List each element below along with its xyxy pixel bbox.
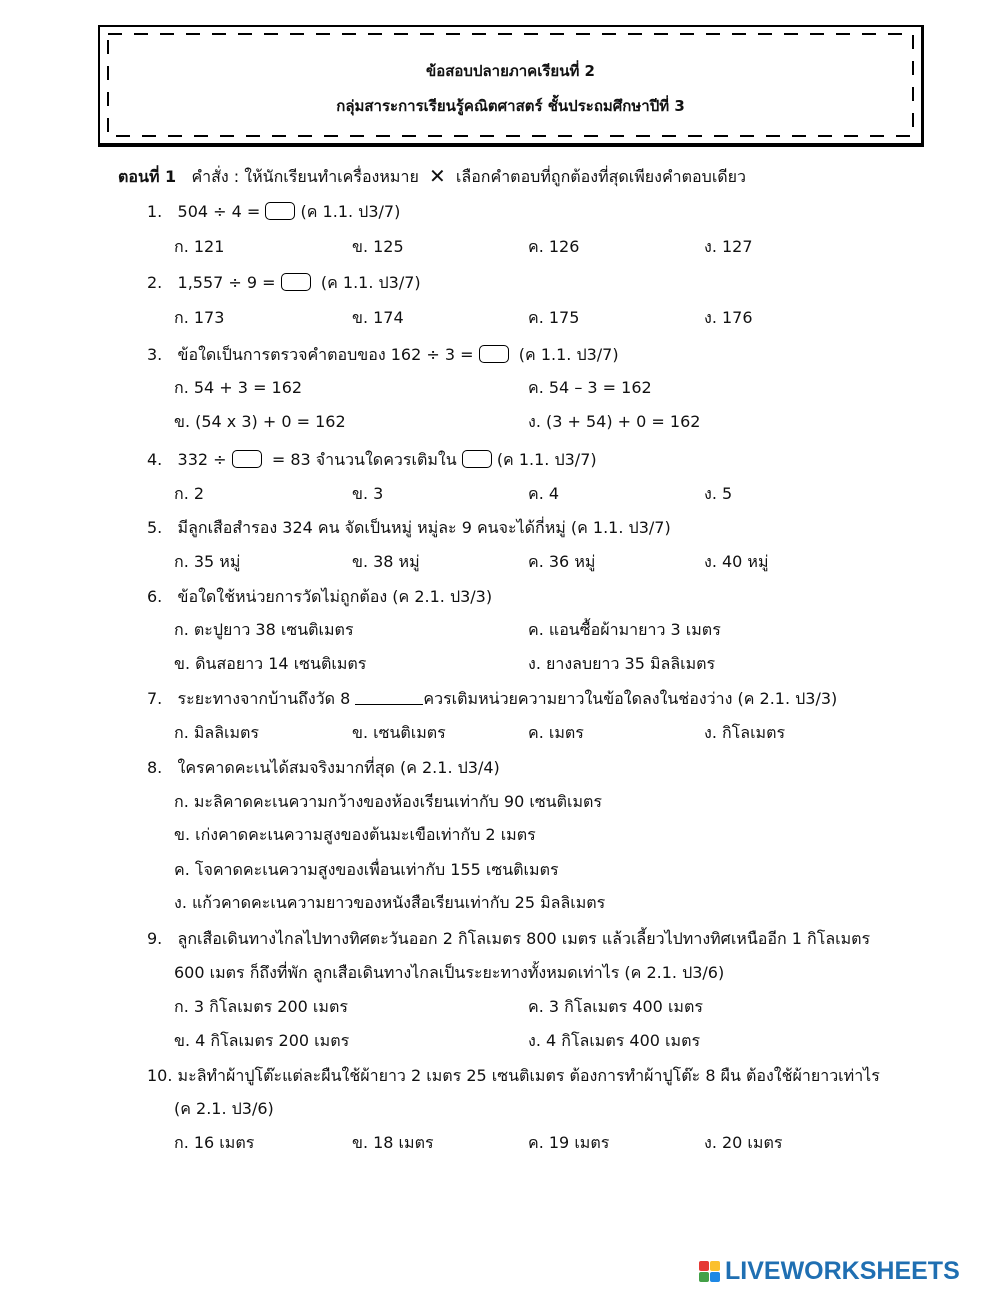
- choice[interactable]: ข. เซนติเมตร: [352, 723, 446, 742]
- question-text-cont: 600 เมตร ก็ถึงที่พัก ลูกเสือเดินทางไกลเป็นระยะทางทั้งหมดเท่าไร (ค 2.1. ป3/6): [174, 963, 725, 982]
- question-text: ข้อใดใช้หน่วยการวัดไม่ถูกต้อง (ค 2.1. ป3/3): [177, 587, 493, 606]
- question-text: 332 ÷: [177, 450, 227, 469]
- choice[interactable]: ง. แก้วคาดคะเนความยาวของหนังสือเรียนเท่ากับ 25 มิลลิเมตร: [174, 893, 606, 912]
- choice[interactable]: ก. 121: [174, 237, 225, 256]
- choice[interactable]: ข. 3: [352, 484, 384, 503]
- question-text: 504 ÷ 4 =: [177, 202, 261, 221]
- exam-title: ข้อสอบปลายภาคเรียนที่ 2: [426, 62, 595, 80]
- question-number: 2.: [147, 273, 163, 292]
- instruction-pre: คำสั่ง : ให้นักเรียนทำเครื่องหมาย: [191, 167, 419, 186]
- question-2: [147, 273, 421, 293]
- question-text: ข้อใดเป็นการตรวจคำตอบของ 162 ÷ 3 =: [177, 345, 474, 364]
- question-text: = 83 จำนวนใดควรเติมใน: [271, 450, 457, 469]
- question-text: ระยะทางจากบ้านถึงวัด 8: [177, 689, 351, 708]
- logo-square: [710, 1261, 720, 1271]
- choice[interactable]: ก. 2: [174, 484, 205, 503]
- choice[interactable]: ง. 40 หมู่: [704, 552, 769, 571]
- choice[interactable]: ก. ตะปูยาว 38 เซนติเมตร: [174, 620, 354, 639]
- question-number: 5.: [147, 518, 163, 537]
- choice[interactable]: ง. 127: [704, 237, 753, 256]
- choice[interactable]: ข. 125: [352, 237, 404, 256]
- choice[interactable]: ก. 54 + 3 = 162: [174, 378, 303, 397]
- question-1: [147, 202, 400, 222]
- choice[interactable]: ค. เมตร: [528, 723, 584, 742]
- question-number: 6.: [147, 587, 163, 606]
- choice[interactable]: ค. 54 – 3 = 162: [528, 378, 652, 397]
- answer-box[interactable]: [462, 450, 492, 468]
- choice[interactable]: ค. โจคาดคะเนความสูงของเพื่อนเท่ากับ 155 เซนติเมตร: [174, 860, 559, 879]
- answer-box[interactable]: [232, 450, 262, 468]
- indicator-code: (ค 1.1. ป3/7): [496, 450, 597, 469]
- choice[interactable]: ค. 175: [528, 308, 580, 327]
- choice[interactable]: ข. 18 เมตร: [352, 1133, 434, 1152]
- question-7: [147, 689, 837, 709]
- logo-square: [710, 1272, 720, 1282]
- question-6: [147, 587, 492, 607]
- question-4: [147, 450, 597, 470]
- choice[interactable]: ค. 36 หมู่: [528, 552, 596, 571]
- answer-box[interactable]: [479, 345, 509, 363]
- instruction: [118, 166, 746, 187]
- choice[interactable]: ค. แอนซื้อผ้ามายาว 3 เมตร: [528, 620, 721, 639]
- question-number: 9.: [147, 929, 163, 948]
- question-9: [147, 929, 870, 949]
- choice[interactable]: ก. 173: [174, 308, 225, 327]
- choice[interactable]: ง. 5: [704, 484, 733, 503]
- choice[interactable]: ก. มิลลิเมตร: [174, 723, 260, 742]
- choice[interactable]: ง. ยางลบยาว 35 มิลลิเมตร: [528, 654, 716, 673]
- choice[interactable]: ข. เก่งคาดคะเนความสูงของต้นมะเขือเท่ากับ 2 เมตร: [174, 825, 536, 844]
- choice[interactable]: ก. 16 เมตร: [174, 1133, 255, 1152]
- choice[interactable]: ข. 38 หมู่: [352, 552, 420, 571]
- dashed-border: [100, 27, 922, 144]
- question-number: 4.: [147, 450, 163, 469]
- cross-mark-icon: ✕: [428, 164, 446, 188]
- instruction-post: เลือกคำตอบที่ถูกต้องที่สุดเพียงคำตอบเดียว: [455, 167, 747, 186]
- question-text: ควรเติมหน่วยความยาวในข้อใดลงในช่องว่าง (ค 2.1. ป3/3): [423, 689, 838, 708]
- indicator-code: (ค 1.1. ป3/7): [320, 273, 421, 292]
- question-text: 1,557 ÷ 9 =: [177, 273, 276, 292]
- choice[interactable]: ข. 174: [352, 308, 404, 327]
- choice[interactable]: ค. 126: [528, 237, 580, 256]
- indicator-code: (ค 2.1. ป3/6): [174, 1099, 274, 1118]
- question-text: ลูกเสือเดินทางไกลไปทางทิศตะวันออก 2 กิโลเมตร 800 เมตร แล้วเลี้ยวไปทางทิศเหนืออีก 1 กิโลเมตร: [177, 929, 871, 948]
- question-10: [147, 1066, 880, 1086]
- indicator-code: (ค 1.1. ป3/7): [300, 202, 401, 221]
- logo-square: [699, 1261, 709, 1271]
- choice[interactable]: ก. มะลิคาดคะเนความกว้างของห้องเรียนเท่ากับ 90 เซนติเมตร: [174, 792, 603, 811]
- choice[interactable]: ก. 35 หมู่: [174, 552, 241, 571]
- question-text: ใครคาดคะเนได้สมจริงมากที่สุด (ค 2.1. ป3/4): [177, 758, 500, 777]
- answer-box[interactable]: [281, 273, 311, 291]
- answer-box[interactable]: [265, 202, 295, 220]
- choice[interactable]: ง. กิโลเมตร: [704, 723, 786, 742]
- question-number: 3.: [147, 345, 163, 364]
- choice[interactable]: ข. 4 กิโลเมตร 200 เมตร: [174, 1031, 350, 1050]
- choice[interactable]: ง. 4 กิโลเมตร 400 เมตร: [528, 1031, 701, 1050]
- fill-blank[interactable]: [355, 690, 423, 705]
- choice[interactable]: ค. 19 เมตร: [528, 1133, 610, 1152]
- question-number: 1.: [147, 202, 163, 221]
- logo-text: LIVEWORKSHEETS: [725, 1257, 960, 1285]
- question-3: [147, 345, 619, 365]
- choice[interactable]: ง. 176: [704, 308, 753, 327]
- choice[interactable]: ก. 3 กิโลเมตร 200 เมตร: [174, 997, 348, 1016]
- question-5: [147, 518, 671, 538]
- question-number: 7.: [147, 689, 163, 708]
- logo-icon: [699, 1261, 721, 1283]
- question-number: 10.: [147, 1066, 173, 1085]
- exam-subtitle: กลุ่มสาระการเรียนรู้คณิตศาสตร์ ชั้นประถมศึกษาปีที่ 3: [336, 97, 685, 115]
- header-box: [98, 25, 924, 147]
- question-text: มะลิทำผ้าปูโต๊ะแต่ละผืนใช้ผ้ายาว 2 เมตร 25 เซนติเมตร ต้องการทำผ้าปูโต๊ะ 8 ผืน ต้องใช้ผ้ายาวเท่าไร: [177, 1066, 880, 1085]
- logo-square: [699, 1272, 709, 1282]
- choice[interactable]: ค. 3 กิโลเมตร 400 เมตร: [528, 997, 703, 1016]
- choice[interactable]: ค. 4: [528, 484, 560, 503]
- part-label: ตอนที่ 1: [118, 167, 177, 186]
- question-text: มีลูกเสือสำรอง 324 คน จัดเป็นหมู่ หมู่ละ 9 คนจะได้กี่หมู่ (ค 1.1. ป3/7): [177, 518, 671, 537]
- indicator-code: (ค 1.1. ป3/7): [518, 345, 619, 364]
- choice[interactable]: ข. (54 x 3) + 0 = 162: [174, 412, 346, 431]
- choice[interactable]: ง. 20 เมตร: [704, 1133, 783, 1152]
- question-8: [147, 758, 500, 778]
- question-number: 8.: [147, 758, 163, 777]
- choice[interactable]: ข. ดินสอยาว 14 เซนติเมตร: [174, 654, 367, 673]
- liveworksheets-logo: [699, 1257, 960, 1286]
- choice[interactable]: ง. (3 + 54) + 0 = 162: [528, 412, 701, 431]
